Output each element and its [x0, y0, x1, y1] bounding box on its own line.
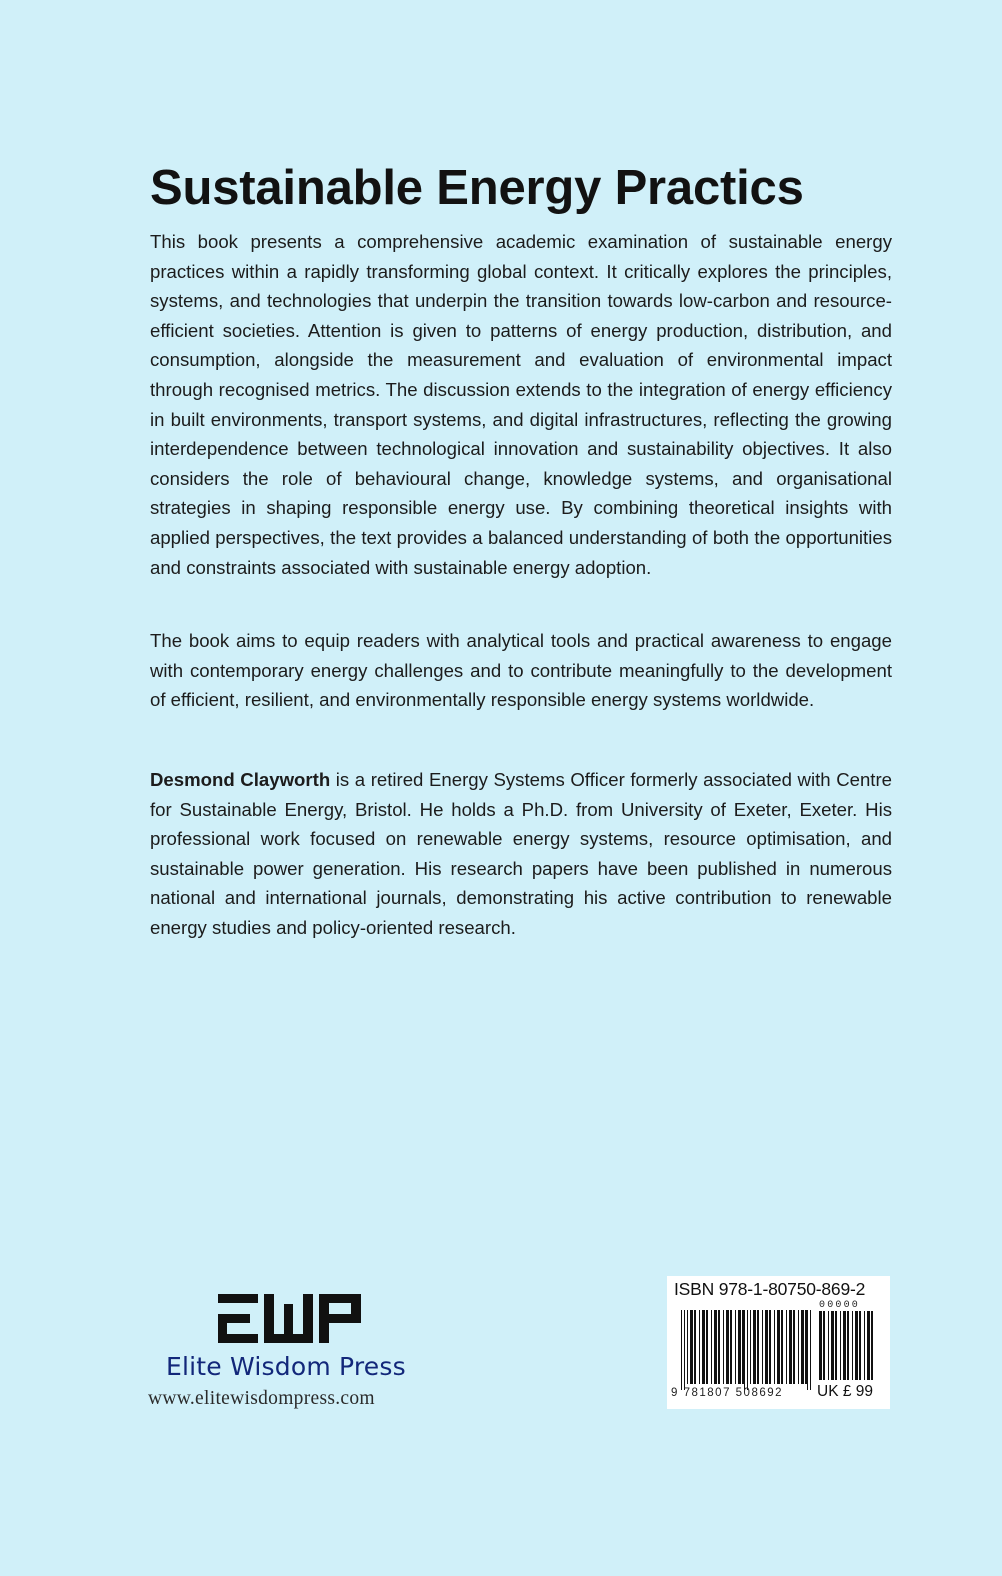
barcode-digits: 9 781807 508692	[671, 1387, 784, 1399]
description-text-1: This book presents a comprehensive academic examination of sustainable energy practices within a rapidly transforming global context. It critically explores the principles, systems, and technologies that underpin the transition towards low-carbon and resource-efficient societies. Attention is given to patterns of energy production, distribution, and consumption, alongside the measurement and evaluation of environmental impact through recognised metrics. The discussion extends to the integration of energy efficiency in built environments, transport systems, and digital infrastructures, reflecting the growing interdependence between technological innovation and sustainability objectives. It also considers the role of behavioural change, knowledge systems, and organisational strategies in shaping responsible energy use. By combining theoretical insights with applied perspectives, the text provides a balanced understanding of both the opportunities and constraints associated with sustainable energy adoption.	[150, 231, 892, 578]
description-text-2: The book aims to equip readers with analytical tools and practical awareness to engage with contemporary energy challenges and to contribute meaningfully to the development of efficient, resilient, and environmentally responsible energy systems worldwide.	[150, 630, 892, 711]
publisher-name: Elite Wisdom Press	[166, 1352, 406, 1381]
ewp-logo-icon	[218, 1292, 364, 1346]
author-bio-text	[150, 765, 892, 943]
isbn-barcode	[667, 1276, 890, 1409]
price-label: UK £ 99	[817, 1383, 874, 1400]
author-bio-body: is a retired Energy Systems Officer formerly associated with Centre for Sustainable Energy, Bristol. He holds a Ph.D. from University of Exeter, Exeter. His professional work focused on renewable energy systems, resource optimisation, and sustainable power generation. His research papers have been published in numerous national and international journals, demonstrating his active contribution to renewable energy studies and policy-oriented research.	[150, 769, 893, 938]
isbn-number: ISBN 978-1-80750-869-2	[674, 1279, 866, 1299]
description-paragraph-1	[150, 227, 892, 582]
author-bio	[150, 765, 892, 943]
book-title: Sustainable Energy Practics	[150, 161, 804, 215]
barcode-addon-digits: 00000	[819, 1300, 861, 1311]
description-paragraph-2	[150, 626, 892, 715]
author-name: Desmond Clayworth	[150, 769, 331, 790]
publisher-url: www.elitewisdompress.com	[148, 1388, 375, 1409]
